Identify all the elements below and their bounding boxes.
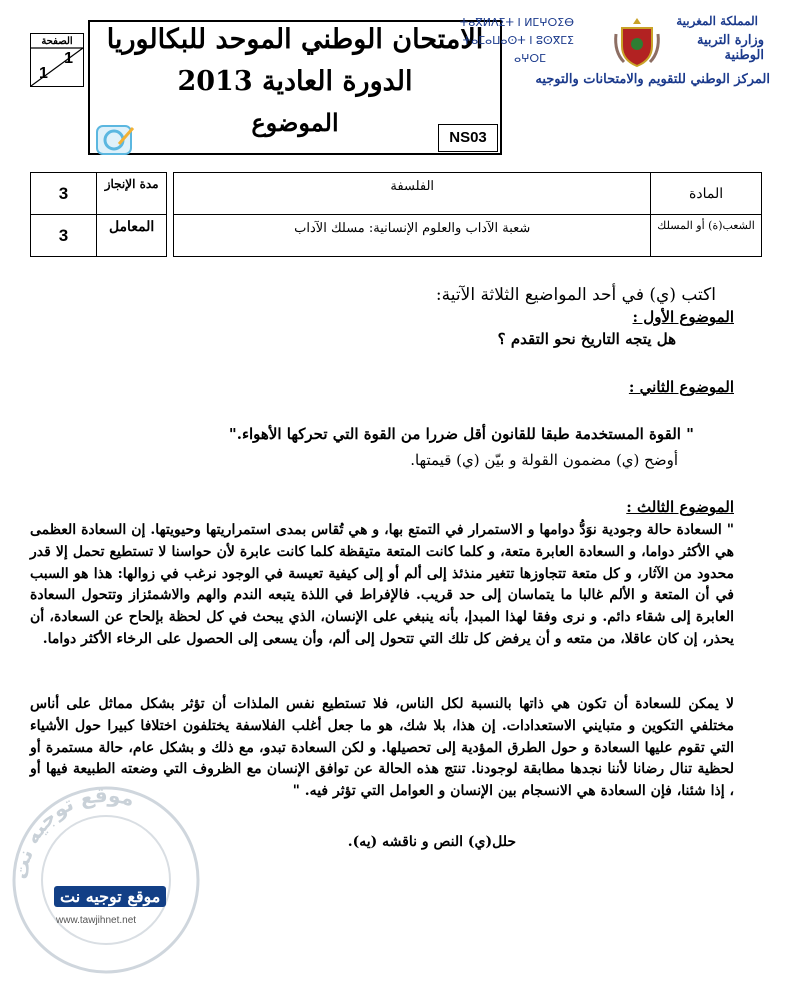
duration-label: مدة الإنجاز bbox=[97, 173, 167, 215]
topic3-paragraph-1: " السعادة حالة وجودية نوَدُّ دوامها و الاستمرار في التمتع بها، و هي تُقاس بمدى استمراريتها وحيويتها. إن السعادة العظمى هي الأكثر دواما، و السعادة العابرة متعة، و كلما كانت المتعة متيقظة كلما كانت عابرة لأن حواسنا لا تستطيع تحمل إلا قدر محدود من الآثار، و كل متعة تتجاوزها تتغير منذئذ إلى ألم أو إلى كيفية تعيسة في الوجود نرغب في زوالها: هذا هو السبب في أن المتعة و الألم غالبا ما يتماسان إلى حد قريب. فالإفراط في اللذة يتبعه الندم والهم والاشمئزاز وتتحول السعادة العابرة إلى شقاء دائم. و نرى وفقا لهذا المبدإ، بأنه ينبغي على الإنسان، الذي يبحث في كل لحظة بإلحاح عن السعادة، أن يحذر، إن كان عاقلا، من متعه و أن يرفض كل تلك التي تتحول إلى ألم، وأن يسعى إلى الحصول على الرخاء الأكثر دواما. bbox=[30, 522, 734, 647]
tifinagh-kingdom: ⵜⴰⴳⵍⴷⵉⵜ ⵏ ⵍⵎⵖⵔⵉⴱ bbox=[459, 16, 574, 29]
topic3-heading: الموضوع الثالث : bbox=[626, 498, 734, 516]
watermark-ring-text: موقع توجيه نت bbox=[8, 782, 138, 881]
subject-label: المادة bbox=[651, 173, 762, 215]
kingdom-name: المملكة المغربية bbox=[676, 14, 758, 28]
svg-text:موقع توجيه نت bbox=[8, 783, 137, 881]
tifinagh-ministry: ⵜⴰⵎⴰⵡⴰⵙⵜ ⵏ ⵓⵙⴳⵎⵉ bbox=[462, 34, 574, 47]
center-name: المركز الوطني للتقويم والامتحانات والتوجيه bbox=[535, 72, 770, 87]
topic1-question: هل يتجه التاريخ نحو التقدم ؟ bbox=[497, 330, 676, 348]
watermark-name: موقع توجيه نت bbox=[54, 886, 166, 907]
watermark-seal-icon bbox=[6, 780, 206, 980]
table-gap bbox=[167, 173, 174, 215]
session-title: الدورة العادية 2013 bbox=[177, 66, 413, 97]
instruction-text: اكتب (ي) في أحد المواضيع الثلاثة الآتية: bbox=[435, 285, 716, 305]
topic3-paragraph-2: لا يمكن للسعادة أن تكون هي ذاتها بالنسبة لكل الناس، فلا تستطيع نفس الملذات أن تؤثر بشكل مماثل على أناس مختلفي التكوين و متبايني الاستعدادات. إن هذا، بلا شك، هو ما جعل أغلب الفلاسفة يختلفون اختلافا كبيرا حول الأشياء التي تقوم عليها السعادة و حول الطرق المؤدية إلى تحصيلها. و لكن السعادة تبدو، مع ذلك و بشكل عام، حالة مستمرة أو لحظية تنال رضانا لأننا نجدها مطابقة لوجودنا. تنتج هذه الحالة عن توافق الإنسان مع الظروف التي وضعته الطبيعة فيها أو ، إذا شئنا، فإن السعادة هي الانسجام بين الإنسان و العوامل التي تؤثر فيه. " bbox=[30, 696, 734, 800]
track-value: شعبة الآداب والعلوم الإنسانية: مسلك الآداب bbox=[174, 215, 651, 257]
subject-word: الموضوع bbox=[251, 108, 339, 137]
track-label: الشعب(ة) أو المسلك bbox=[651, 215, 762, 257]
topic1-heading: الموضوع الأول : bbox=[632, 308, 734, 326]
page-number: 1 bbox=[64, 50, 73, 67]
table-gap bbox=[167, 215, 174, 257]
page-number-box bbox=[30, 33, 84, 87]
watermark-url: www.tawjihnet.net bbox=[56, 915, 137, 926]
page-total: 1 bbox=[39, 65, 48, 82]
ministry-name: وزارة التربية الوطنية bbox=[697, 33, 764, 63]
subject-value: الفلسفة bbox=[174, 173, 651, 215]
exam-code: NS03 bbox=[438, 124, 498, 152]
coef-label: المعامل bbox=[97, 215, 167, 257]
exam-logo-icon bbox=[95, 122, 137, 156]
tifinagh-center: ⴰⵖⵔⵎ bbox=[514, 52, 546, 65]
topic2-heading: الموضوع الثاني : bbox=[628, 378, 734, 396]
coef-value: 3 bbox=[31, 215, 97, 257]
topic2-quote: " القوة المستخدمة طبقا للقانون أقل ضررا من القوة التي تحركها الأهواء." bbox=[228, 425, 694, 443]
topic3-task: حلل(ي) النص و ناقشه (يه). bbox=[347, 834, 516, 850]
exam-title-box bbox=[88, 20, 502, 155]
page-label: الصفحة bbox=[41, 36, 73, 47]
duration-value: 3 bbox=[31, 173, 97, 215]
topic2-task: أوضح (ي) مضمون القولة و بيّن (ي) قيمتها. bbox=[410, 451, 678, 469]
exam-info-table bbox=[30, 172, 762, 257]
exam-title: الامتحان الوطني الموحد للبكالوريا bbox=[106, 24, 484, 55]
